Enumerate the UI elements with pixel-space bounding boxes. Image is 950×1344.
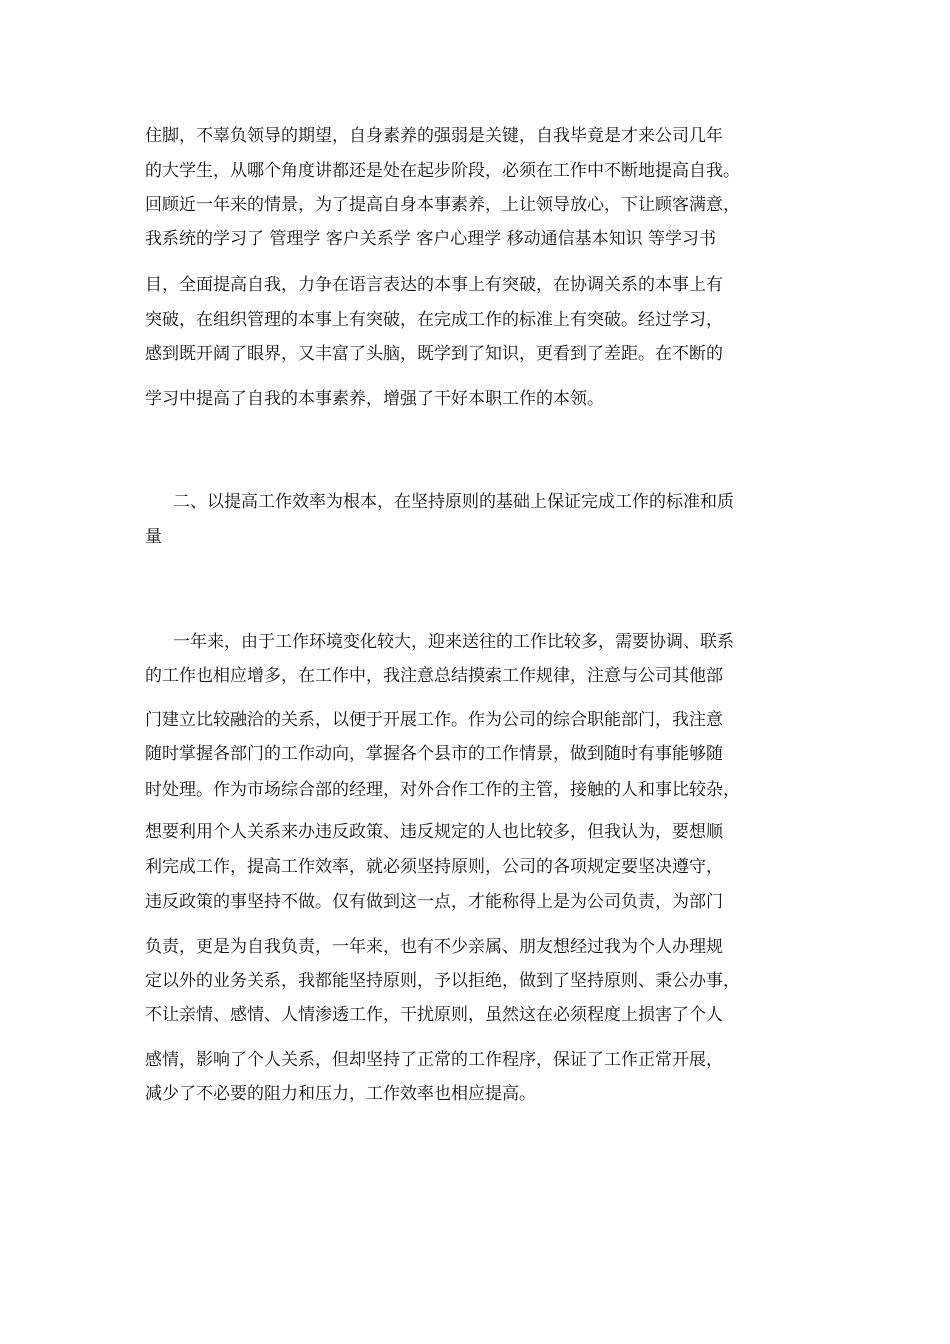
paragraph-1-line-8: 学习中提高了自我的本事素养，增强了干好本职工作的本领。 bbox=[145, 389, 604, 409]
paragraph-1-line-5: 目，全面提高自我，力争在语言表达的本事上有突破，在协调关系的本事上有 bbox=[145, 275, 723, 295]
paragraph-2-line-3: 门建立比较融洽的关系，以便于开展工作。作为公司的综合职能部门，我注意 bbox=[145, 710, 723, 730]
paragraph-2-line-11: 不让亲情、感情、人情渗透工作，干扰原则，虽然这在必须程度上损害了个人 bbox=[145, 1005, 723, 1025]
paragraph-1-line-4: 我系统的学习了 管理学 客户关系学 客户心理学 移动通信基本知识 等学习书 bbox=[145, 229, 717, 249]
paragraph-2-line-13: 减少了不必要的阻力和压力，工作效率也相应提高。 bbox=[145, 1084, 536, 1104]
paragraph-1-line-1: 住脚，不辜负领导的期望，自身素养的强弱是关键，自我毕竟是才来公司几年 bbox=[145, 126, 723, 146]
paragraph-2-line-2: 的工作也相应增多，在工作中，我注意总结摸索工作规律，注意与公司其他部 bbox=[145, 666, 723, 686]
paragraph-2-line-6: 想要利用个人关系来办违反政策、违反规定的人也比较多，但我认为，要想顺 bbox=[145, 822, 723, 842]
paragraph-2-line-12: 感情，影响了个人关系，但却坚持了正常的工作程序，保证了工作正常开展， bbox=[145, 1050, 723, 1070]
paragraph-1-line-2: 的大学生，从哪个角度讲都还是处在起步阶段，必须在工作中不断地提高自我。 bbox=[145, 161, 740, 181]
paragraph-1-line-3: 回顾近一年来的情景，为了提高自身本事素养，上让领导放心，下让顾客满意， bbox=[145, 195, 740, 215]
paragraph-2-line-4: 随时掌握各部门的工作动向，掌握各个县市的工作情景，做到随时有事能够随 bbox=[145, 744, 723, 764]
paragraph-1-line-6: 突破，在组织管理的本事上有突破，在完成工作的标准上有突破。经过学习， bbox=[145, 310, 723, 330]
paragraph-2-line-7: 利完成工作，提高工作效率，就必须坚持原则，公司的各项规定要坚决遵守， bbox=[145, 857, 723, 877]
paragraph-2-line-9: 负责，更是为自我负责，一年来，也有不少亲属、朋友想经过我为个人办理规 bbox=[145, 937, 723, 957]
paragraph-1-line-7: 感到既开阔了眼界，又丰富了头脑，既学到了知识，更看到了差距。在不断的 bbox=[145, 344, 723, 364]
paragraph-2-line-8: 违反政策的事坚持不做。仅有做到这一点，才能称得上是为公司负责，为部门 bbox=[145, 892, 723, 912]
section-heading-line-2: 量 bbox=[145, 527, 162, 547]
paragraph-2-line-1: 一年来，由于工作环境变化较大，迎来送往的工作比较多，需要协调、联系 bbox=[173, 632, 734, 652]
paragraph-2-line-5: 时处理。作为市场综合部的经理，对外合作工作的主管，接触的人和事比较杂， bbox=[145, 780, 740, 800]
paragraph-2-line-10: 定以外的业务关系，我都能坚持原则，予以拒绝，做到了坚持原则、秉公办事， bbox=[145, 971, 740, 991]
section-heading-line-1: 二、以提高工作效率为根本，在坚持原则的基础上保证完成工作的标准和质 bbox=[173, 492, 734, 512]
